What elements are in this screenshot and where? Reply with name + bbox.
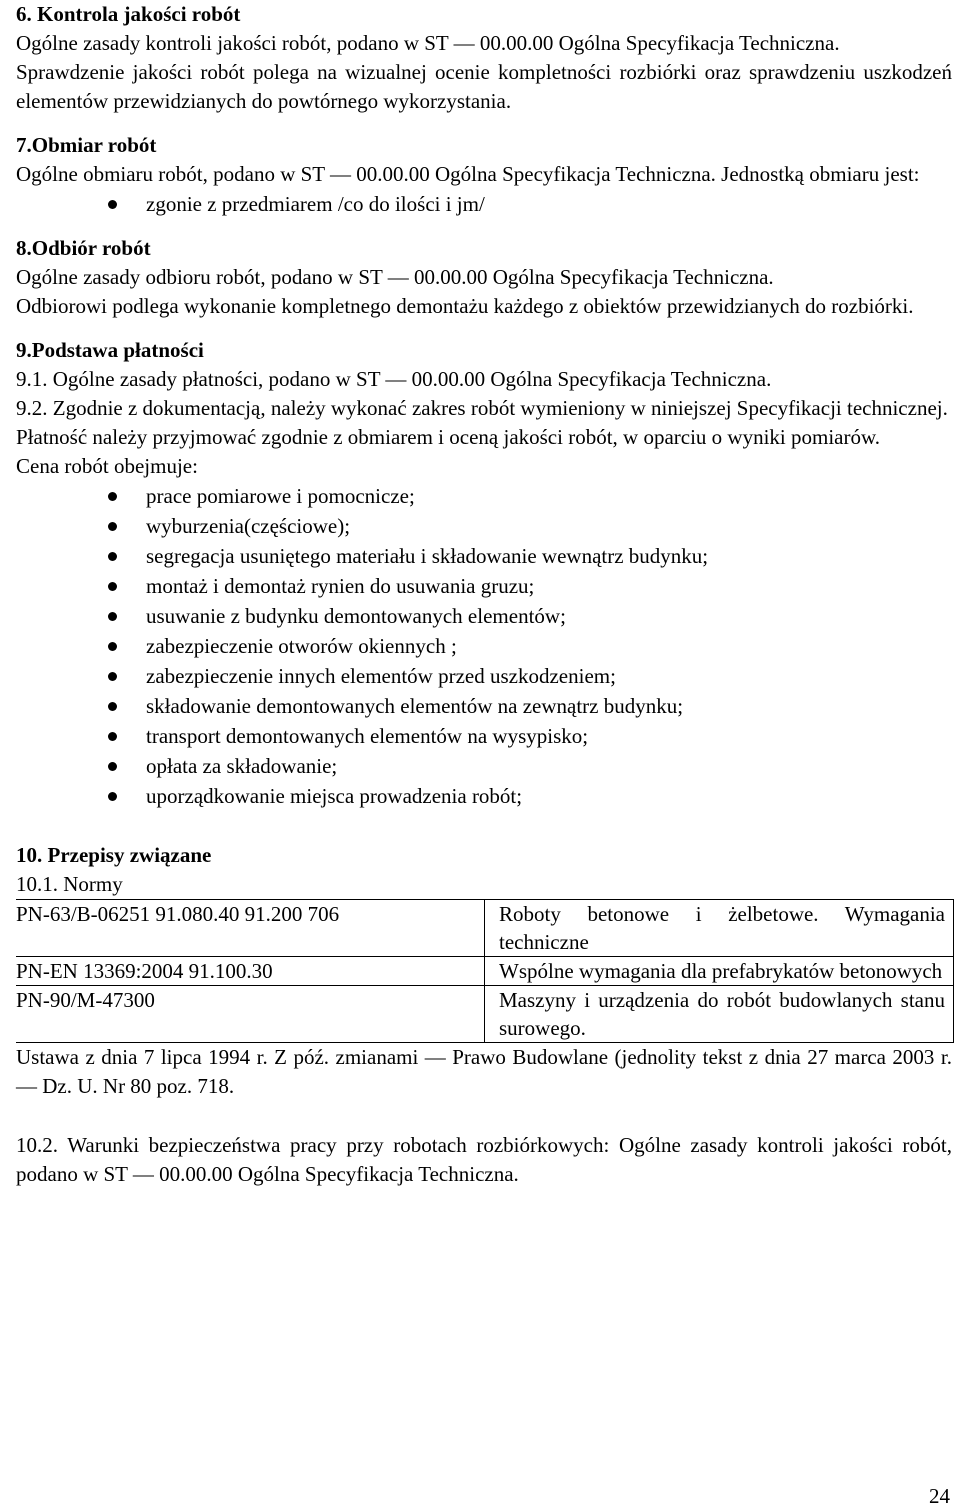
- list-item: uporządkowanie miejsca prowadzenia robót;: [16, 781, 952, 811]
- list-item: opłata za składowanie;: [16, 751, 952, 781]
- section-9-list: [16, 481, 952, 811]
- section-8-paragraph-2: Odbiorowi podlega wykonanie kompletnego demontażu każdego z obiektów przewidzianych do rozbiórki.: [16, 294, 914, 318]
- list-item: segregacja usuniętego materiału i składowanie wewnątrz budynku;: [16, 541, 952, 571]
- section-9-paragraph-3: Płatność należy przyjmować zgodnie z obmiarem i oceną jakości robót, w oparciu o wyniki pomiarów.: [16, 425, 881, 449]
- list-item: zabezpieczenie otworów okiennych ;: [16, 631, 952, 661]
- section-6-paragraph-2: Sprawdzenie jakości robót polega na wizualnej ocenie kompletności rozbiórki oraz sprawdzeniu uszkodzeń elementów przewidzianych do powtórnego wykorzystania.: [16, 60, 952, 113]
- table-row: [16, 986, 954, 1043]
- list-item: wyburzenia(częściowe);: [16, 511, 952, 541]
- norm-code: PN-90/M-47300: [16, 986, 485, 1043]
- section-9-paragraph-1: 9.1. Ogólne zasady płatności, podano w ST — 00.00.00 Ogólna Specyfikacja Techniczna.: [16, 367, 772, 391]
- section-9-paragraph-2: 9.2. Zgodnie z dokumentacją, należy wykonać zakres robót wymieniony w niniejszej Specyfikacji technicznej.: [16, 396, 948, 420]
- law-reference: Ustawa z dnia 7 lipca 1994 r. Z póź. zmianami — Prawo Budowlane (jednolity tekst z dnia 27 marca 2003 r. — Dz. U. Nr 80 poz. 718.: [16, 1045, 952, 1098]
- section-6-paragraph-1: Ogólne zasady kontroli jakości robót, podano w ST — 00.00.00 Ogólna Specyfikacja Techniczna.: [16, 31, 840, 55]
- list-item: prace pomiarowe i pomocnicze;: [16, 481, 952, 511]
- page-number: 24: [929, 1484, 950, 1508]
- section-8-heading: 8.Odbiór robót: [16, 236, 151, 260]
- list-item: zgonie z przedmiarem /co do ilości i jm/: [16, 189, 952, 219]
- section-10-subheading-2: 10.2. Warunki bezpieczeństwa pracy przy robotach rozbiórkowych: Ogólne zasady kontroli jakości robót, podano w ST — 00.00.00 Ogólna Specyfikacja Techniczna.: [16, 1133, 952, 1186]
- list-item: składowanie demontowanych elementów na zewnątrz budynku;: [16, 691, 952, 721]
- table-row: [16, 900, 954, 957]
- list-item: transport demontowanych elementów na wysypisko;: [16, 721, 952, 751]
- section-10-heading: 10. Przepisy związane: [16, 843, 212, 867]
- norm-description: Wspólne wymagania dla prefabrykatów betonowych: [485, 957, 954, 986]
- norm-description: Maszyny i urządzenia do robót budowlanych stanu surowego.: [485, 986, 954, 1043]
- document-page: [16, 0, 952, 1189]
- norms-table: [16, 899, 954, 1043]
- section-7-list: [16, 189, 952, 219]
- norm-code: PN-EN 13369:2004 91.100.30: [16, 957, 485, 986]
- table-row: [16, 957, 954, 986]
- section-8-paragraph-1: Ogólne zasady odbioru robót, podano w ST — 00.00.00 Ogólna Specyfikacja Techniczna.: [16, 265, 774, 289]
- section-9-heading: 9.Podstawa płatności: [16, 338, 204, 362]
- section-7-paragraph-1: Ogólne obmiaru robót, podano w ST — 00.00.00 Ogólna Specyfikacja Techniczna. Jednostką obmiaru jest:: [16, 162, 920, 186]
- section-7-heading: 7.Obmiar robót: [16, 133, 157, 157]
- section-10-subheading-1: 10.1. Normy: [16, 872, 123, 896]
- section-6-heading: 6. Kontrola jakości robót: [16, 2, 241, 26]
- list-item: zabezpieczenie innych elementów przed uszkodzeniem;: [16, 661, 952, 691]
- list-item: usuwanie z budynku demontowanych elementów;: [16, 601, 952, 631]
- list-item: montaż i demontaż rynien do usuwania gruzu;: [16, 571, 952, 601]
- norm-code: PN-63/B-06251 91.080.40 91.200 706: [16, 900, 485, 957]
- norm-description: Roboty betonowe i żelbetowe. Wymagania techniczne: [485, 900, 954, 957]
- section-9-paragraph-4: Cena robót obejmuje:: [16, 454, 198, 478]
